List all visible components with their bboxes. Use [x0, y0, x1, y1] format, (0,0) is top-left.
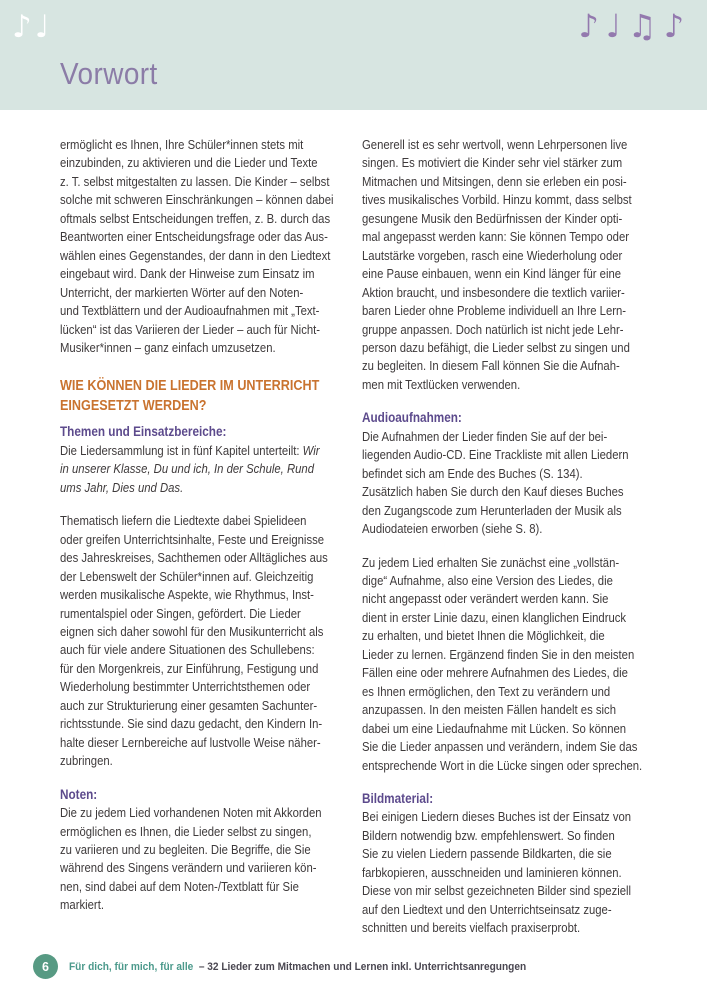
text-line: Bildern notwendig bzw. empfehlenswert. So finden — [362, 827, 615, 843]
music-notes-right-icon: ♪♩♫♪ — [578, 7, 691, 45]
text-line: Fällen eine oder mehrere Aufnahmen des Liedes, die — [362, 665, 628, 681]
text-line: oftmals selbst Entscheidungen treffen, z. B. durch das — [60, 210, 331, 226]
text-line: zu erhalten, und bietet Ihnen die Möglichkeit, die — [362, 628, 605, 644]
footer — [33, 954, 566, 979]
text-line: halte dieser Lernbereiche auf lustvolle Weise näher- — [60, 734, 321, 750]
text-line: Sie die Lieder anpassen und verändern, indem Sie das — [362, 739, 638, 755]
sub-heading: Noten: — [60, 786, 98, 802]
text-line: während des Singens verändern und variieren kön- — [60, 860, 317, 876]
text-segment: Die Liedersammlung ist in fünf Kapitel unterteilt: — [60, 442, 303, 458]
text-line: dige“ Aufnahme, also eine Version des Liedes, die — [362, 572, 613, 588]
text-line: Lautstärke vorgeben, rasch eine Wiederholung oder — [362, 247, 623, 263]
text-segment: in unserer Klasse, Du und ich, In der Schule, Rund — [60, 461, 314, 477]
text-column-left — [60, 136, 347, 930]
text-line: oder greifen Unterrichtsinhalte, Feste und Ereignisse — [60, 531, 325, 547]
text-line: ermöglichen es Ihnen, die Lieder selbst zu singen, — [60, 823, 312, 839]
text-line: Aktion braucht, und insbesondere die textlich variier- — [362, 284, 625, 300]
text-line: befindet sich am Ende des Buches (S. 134). — [362, 465, 583, 481]
header-band — [0, 0, 707, 110]
paragraph — [362, 554, 649, 775]
text-line: Wiederholung bestimmter Unterrichtsthemen oder — [60, 679, 311, 695]
text-line: auch für viele andere Situationen des Schullebens: — [60, 642, 315, 658]
footer-book-title: Für dich, für mich, für alle — [69, 960, 194, 973]
text-line: Zu jedem Lied erhalten Sie zunächst eine „vollstän- — [362, 554, 620, 570]
section-heading — [60, 376, 347, 416]
footer-subtitle: – 32 Lieder zum Mitmachen und Lernen inkl. Unterrichtsanregungen — [198, 960, 527, 973]
footer-text — [69, 961, 526, 973]
text-line: Musiker*innen – ganz einfach umzusetzen. — [60, 339, 276, 355]
text-line: z. T. selbst mitgestalten zu lassen. Die Kinder – selbst — [60, 173, 330, 189]
text-line: wählen eines Gegenstandes, der dann in den Liedtext — [60, 247, 331, 263]
paragraph — [362, 808, 649, 937]
paragraph — [60, 804, 347, 915]
sub-heading: Audioaufnahmen: — [362, 410, 462, 426]
music-notes-left-icon: ♪♩ — [12, 9, 53, 45]
text-line: schnitten und bereits vielfach praxiserprobt. — [362, 920, 581, 936]
text-line: eignen sich daher sowohl für den Musikunterricht als — [60, 623, 324, 639]
text-line: eine Pause einbauen, wenn ein Kind länger für eine — [362, 266, 622, 282]
text-line — [60, 460, 347, 478]
text-line: Beantworten einer Entscheidungsfrage oder das Aus- — [60, 229, 328, 245]
text-line: zubringen. — [60, 753, 113, 769]
paragraph — [362, 428, 649, 539]
text-line: zu variieren und zu begleiten. Die Begriffe, die Sie — [60, 841, 311, 857]
text-line: Lieder zu lernen. Ergänzend finden Sie in den meisten — [362, 646, 635, 662]
text-line: Die Aufnahmen der Lieder finden Sie auf der bei- — [362, 428, 608, 444]
text-line: Audiodateien erworben (siehe S. 8). — [362, 521, 543, 537]
text-line: nen, sind dabei auf dem Noten-/Textblatt für Sie — [60, 878, 299, 894]
text-line: des Jahreskreises, Sachthemen oder Alltägliches aus — [60, 550, 328, 566]
text-line: der Lebenswelt der Schüler*innen auf. Gleichzeitig — [60, 568, 314, 584]
text-line — [60, 479, 347, 497]
text-line: dabei um eine Liedaufnahme mit Lücken. So können — [362, 720, 627, 736]
text-line: dient in erster Linie dazu, einen klanglichen Eindruck — [362, 609, 627, 625]
text-line: und Textblättern und der Audioaufnahmen mit „Text- — [60, 303, 320, 319]
text-segment: Wir — [302, 442, 320, 458]
text-line: nicht angepasst oder verändert werden kann. Sie — [362, 591, 609, 607]
text-line: solche mit schweren Einschränkungen – können dabei — [60, 192, 334, 208]
text-line: Diese von mir selbst gezeichneten Bilder sind speziell — [362, 883, 632, 899]
sub-heading: Themen und Einsatzbereiche: — [60, 424, 227, 440]
text-line: werden musikalische Aspekte, wie Rhythmus, Inst- — [60, 587, 314, 603]
paragraph — [60, 136, 347, 357]
text-segment: ums Jahr, Dies und Das. — [60, 479, 184, 495]
text-line: Generell ist es sehr wertvoll, wenn Lehrpersonen live — [362, 137, 628, 152]
text-line: Sie zu vielen Liedern passende Bildkarten, die sie — [362, 846, 612, 862]
text-line: für den Morgenkreis, zur Einführung, Festigung und — [60, 660, 319, 676]
text-line: Unterricht, der markierten Wörter auf den Noten- — [60, 284, 304, 300]
text-line: auf den Liedtext und den Unterrichtseinsatz zuge- — [362, 901, 612, 917]
text-line: es Ihnen ermöglichen, den Text zu verändern und — [362, 683, 611, 699]
paragraph — [60, 442, 347, 497]
text-line: EINGESETZT WERDEN? — [60, 398, 207, 415]
text-line: lücken“ ist das Variieren der Lieder – auch für Nicht- — [60, 321, 321, 337]
page-number-badge: 6 — [33, 954, 58, 979]
text-line: Thematisch liefern die Liedtexte dabei Spielideen — [60, 513, 307, 529]
text-line: tives musikalisches Vorbild. Hinzu kommt, dass selbst — [362, 192, 632, 208]
text-line: farbkopieren, ausschneiden und laminieren können. — [362, 864, 622, 880]
sub-heading: Bildmaterial: — [362, 790, 434, 806]
page-title: Vorwort — [60, 56, 158, 91]
text-line: liegenden Audio-CD. Eine Trackliste mit allen Liedern — [362, 447, 629, 463]
text-line: baren Lieder ohne Probleme individuell an Ihre Lern- — [362, 303, 627, 319]
text-line: markiert. — [60, 897, 104, 913]
text-line: Zusätzlich haben Sie durch den Kauf dieses Buches — [362, 484, 624, 500]
text-line: gesungene Musik den Bedürfnissen der Kinder opti- — [362, 210, 623, 226]
text-line: auch zur Strukturierung einer gesamten Sachunter- — [60, 697, 318, 713]
paragraph — [60, 512, 347, 770]
text-line: eingebaut wird. Dank der Hinweise zum Einsatz im — [60, 266, 315, 282]
text-line: richtsstunde. Sie sind dazu gedacht, den Kindern In- — [60, 716, 323, 732]
text-line: den Zugangscode zum Herunterladen der Musik als — [362, 502, 622, 518]
text-line: rumentalspiel oder Singen, gefördert. Die Lieder — [60, 605, 301, 621]
text-line: singen. Es motiviert die Kinder sehr viel stärker zum — [362, 155, 623, 171]
paragraph — [362, 136, 649, 394]
text-line: person dazu befähigt, die Lieder selbst zu singen und — [362, 339, 630, 355]
text-line: ermöglicht es Ihnen, Ihre Schüler*innen stets mit — [60, 137, 304, 152]
text-line: Die zu jedem Lied vorhandenen Noten mit Akkorden — [60, 805, 322, 821]
text-line: zu begleiten. In diesem Fall können Sie die Aufnah- — [362, 358, 620, 374]
text-line: WIE KÖNNEN DIE LIEDER IM UNTERRICHT — [60, 378, 320, 395]
text-line: men mit Textlücken verwenden. — [362, 376, 521, 392]
text-line: mal angepasst werden kann: Sie können Tempo oder — [362, 229, 630, 245]
text-line: Mitmachen und Mitsingen, denn sie erleben ein posi- — [362, 173, 627, 189]
text-line: einzubinden, zu aktivieren und die Lieder und Texte — [60, 155, 318, 171]
text-line: Bei einigen Liedern dieses Buches ist der Einsatz von — [362, 809, 632, 825]
text-line — [60, 442, 347, 460]
text-line: entsprechende Wort in die Lücke singen oder sprechen. — [362, 757, 643, 773]
text-line: anzupassen. In den meisten Fällen handelt es sich — [362, 702, 617, 718]
text-column-right — [362, 136, 649, 953]
text-line: gruppe anpassen. Doch natürlich ist nicht jede Lehr- — [362, 321, 624, 337]
